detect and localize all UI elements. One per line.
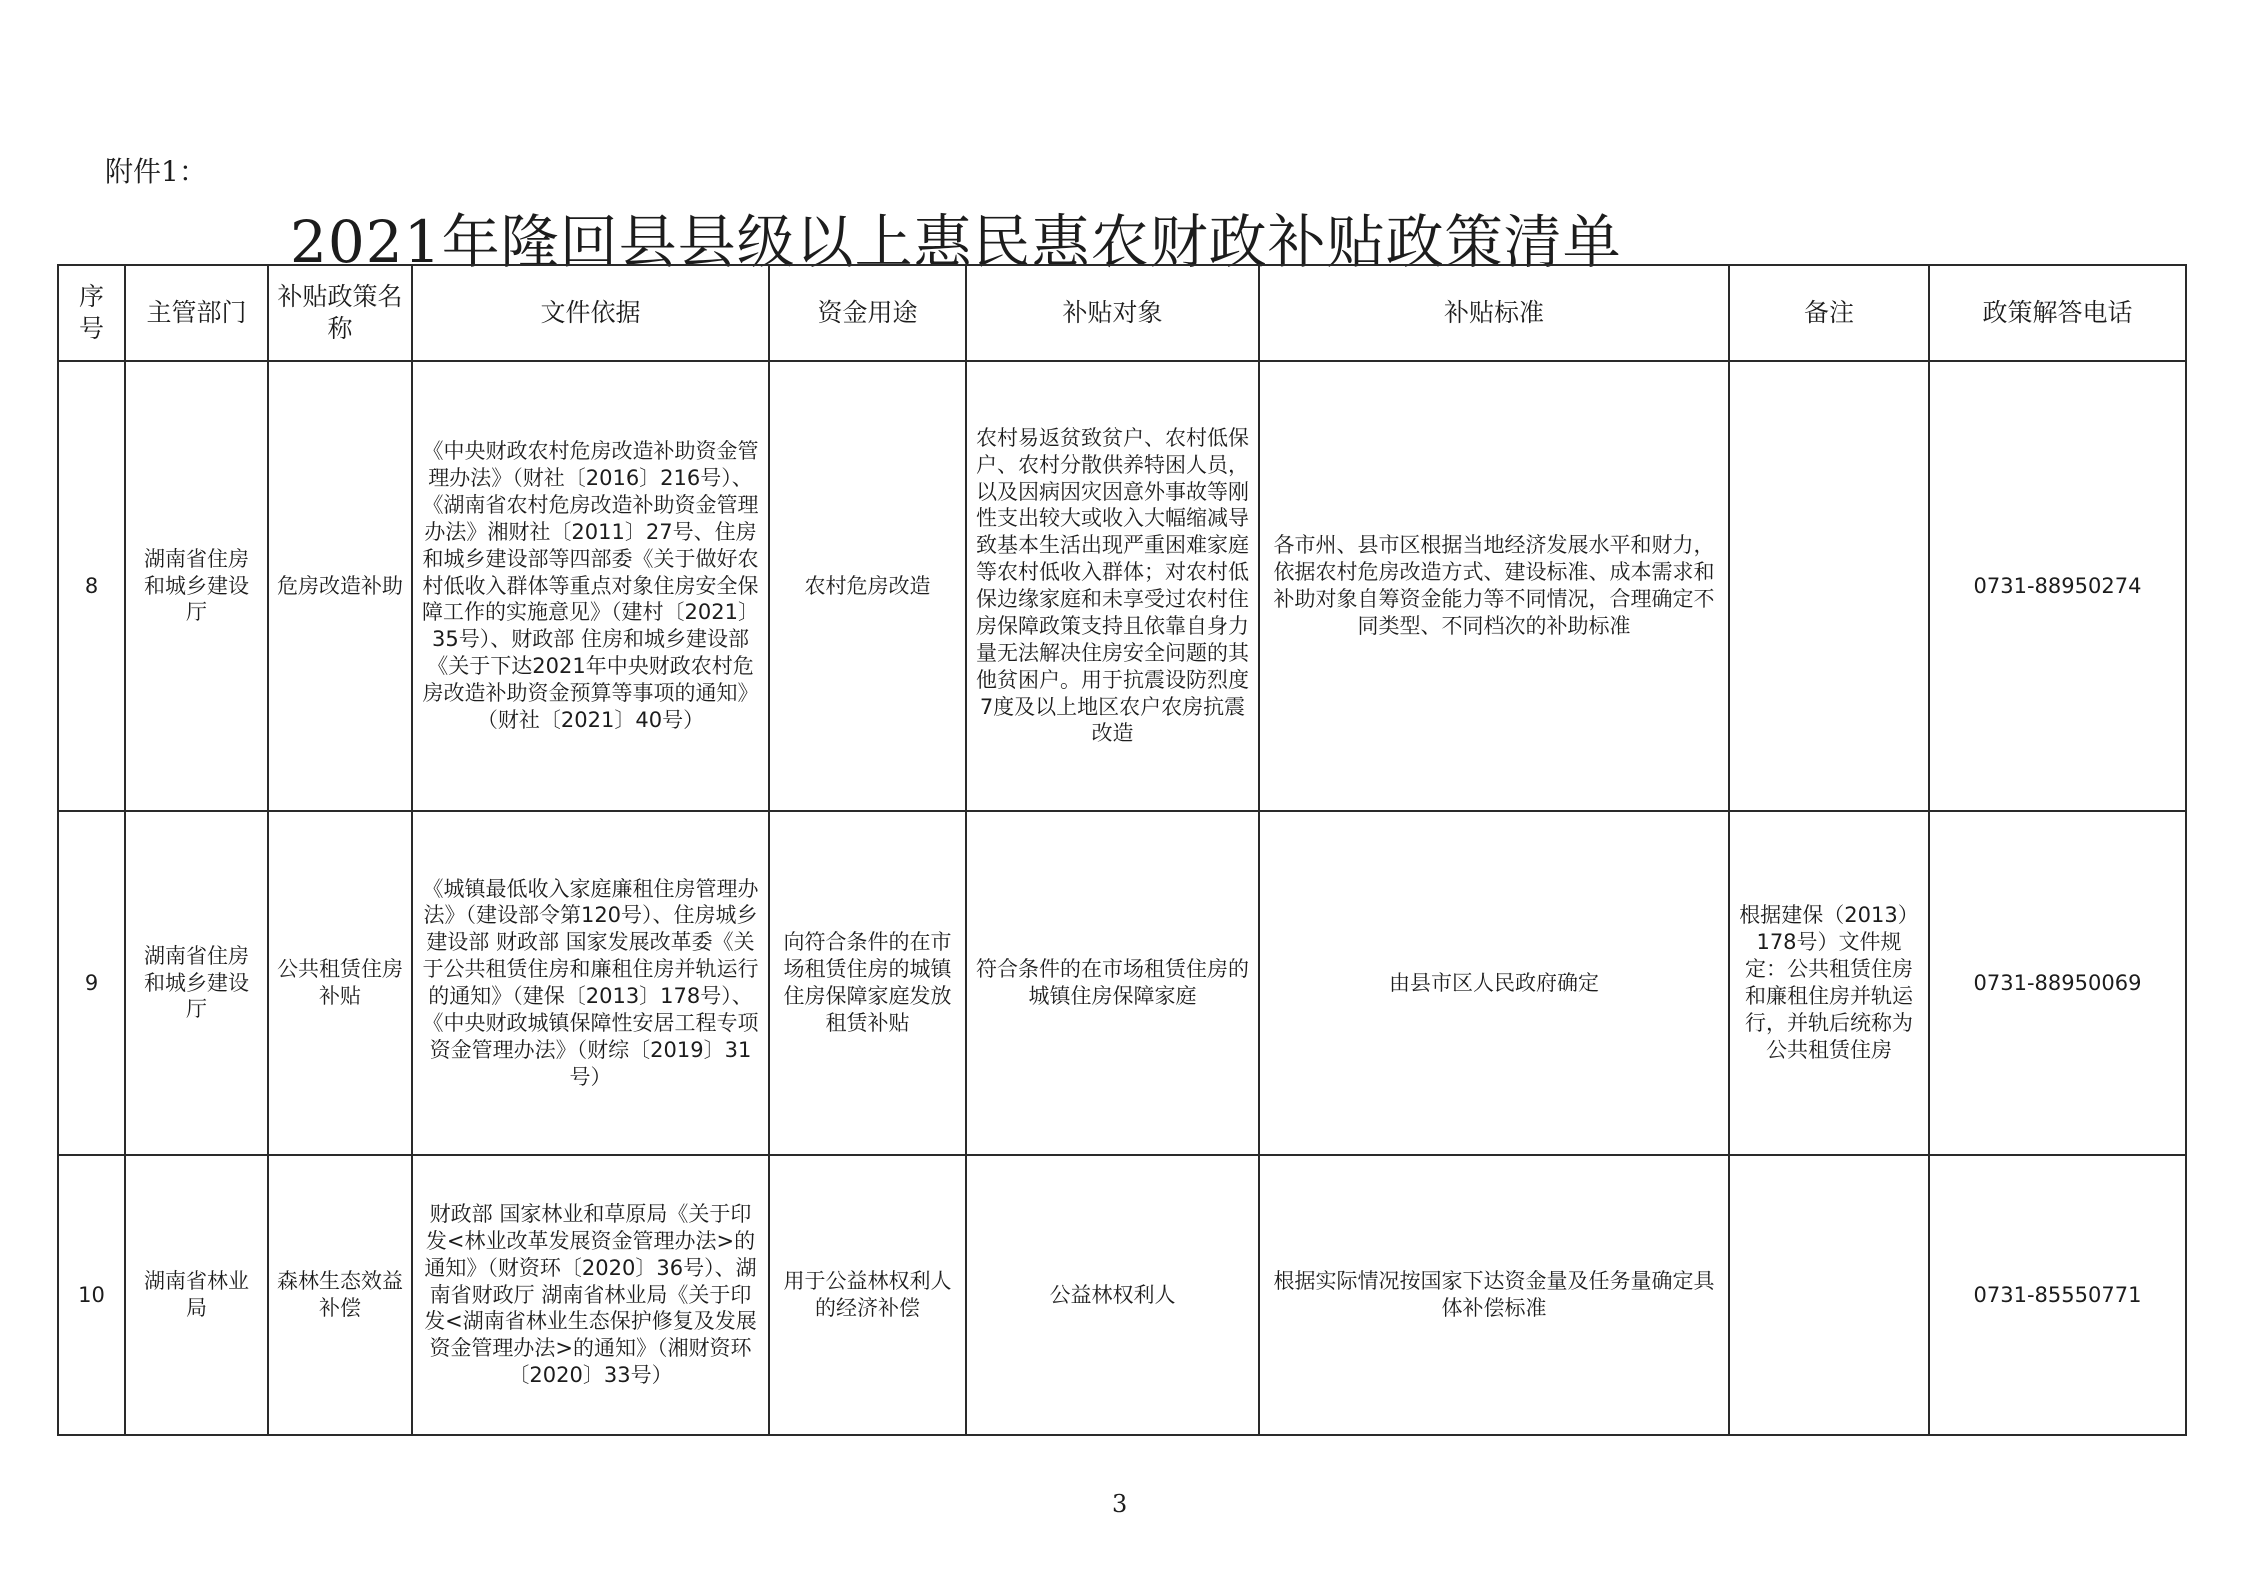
col-header-basis: 文件依据 (412, 265, 769, 361)
cell-note (1729, 1155, 1929, 1435)
col-header-note: 备注 (1729, 265, 1929, 361)
cell-no: 8 (58, 361, 125, 811)
cell-standard: 各市州、县市区根据当地经济发展水平和财力，依据农村危房改造方式、建设标准、成本需求和补助对象自筹资金能力等不同情况，合理确定不同类型、不同档次的补助标准 (1259, 361, 1729, 811)
cell-policy: 公共租赁住房补贴 (268, 811, 412, 1155)
cell-no: 10 (58, 1155, 125, 1435)
table-row (58, 1155, 2186, 1435)
cell-standard: 由县市区人民政府确定 (1259, 811, 1729, 1155)
cell-basis: 《中央财政农村危房改造补助资金管理办法》（财社〔2016〕216号）、《湖南省农村危房改造补助资金管理办法》湘财社〔2011〕27号、住房和城乡建设部等四部委《关于做好农村低收入群体等重点对象住房安全保障工作的实施意见》（建村〔2021〕35号）、财政部 住房和城乡建设部《关于下达2021年中央财政农村危房改造补助资金预算等事项的通知》（财社〔2021〕40号） (412, 361, 769, 811)
cell-dept: 湖南省住房和城乡建设厅 (125, 361, 268, 811)
cell-phone: 0731-85550771 (1929, 1155, 2186, 1435)
cell-target: 符合条件的在市场租赁住房的城镇住房保障家庭 (966, 811, 1259, 1155)
cell-dept: 湖南省住房和城乡建设厅 (125, 811, 268, 1155)
cell-dept: 湖南省林业局 (125, 1155, 268, 1435)
cell-no: 9 (58, 811, 125, 1155)
cell-note: 根据建保（2013）178号）文件规定：公共租赁住房和廉租住房并轨运行，并轨后统称为公共租赁住房 (1729, 811, 1929, 1155)
cell-phone: 0731-88950274 (1929, 361, 2186, 811)
cell-note (1729, 361, 1929, 811)
col-header-phone: 政策解答电话 (1929, 265, 2186, 361)
page-number: 3 (1112, 1490, 1128, 1518)
col-header-policy: 补贴政策名称 (268, 265, 412, 361)
table-row (58, 811, 2186, 1155)
cell-target: 公益林权利人 (966, 1155, 1259, 1435)
col-header-dept: 主管部门 (125, 265, 268, 361)
document-title: 2021年隆回县县级以上惠民惠农财政补贴政策清单 (290, 208, 1622, 276)
cell-use: 向符合条件的在市场租赁住房的城镇住房保障家庭发放租赁补贴 (769, 811, 966, 1155)
col-header-target: 补贴对象 (966, 265, 1259, 361)
cell-basis: 《城镇最低收入家庭廉租住房管理办法》（建设部令第120号）、住房城乡建设部 财政部 国家发展改革委《关于公共租赁住房和廉租住房并轨运行的通知》（建保〔2013〕178号）、《中央财政城镇保障性安居工程专项资金管理办法》（财综〔2019〕31号） (412, 811, 769, 1155)
cell-phone: 0731-88950069 (1929, 811, 2186, 1155)
cell-standard: 根据实际情况按国家下达资金量及任务量确定具体补偿标准 (1259, 1155, 1729, 1435)
cell-use: 用于公益林权利人的经济补偿 (769, 1155, 966, 1435)
header-row (58, 265, 2186, 361)
col-header-use: 资金用途 (769, 265, 966, 361)
cell-policy: 森林生态效益补偿 (268, 1155, 412, 1435)
cell-use: 农村危房改造 (769, 361, 966, 811)
col-header-no: 序号 (58, 265, 125, 361)
cell-target: 农村易返贫致贫户、农村低保户、农村分散供养特困人员，以及因病因灾因意外事故等刚性支出较大或收入大幅缩减导致基本生活出现严重困难家庭等农村低收入群体；对农村低保边缘家庭和未享受过农村住房保障政策支持且依靠自身力量无法解决住房安全问题的其他贫困户。用于抗震设防烈度7度及以上地区农户农房抗震改造 (966, 361, 1259, 811)
table-row (58, 361, 2186, 811)
policy-table (57, 264, 2187, 1436)
col-header-standard: 补贴标准 (1259, 265, 1729, 361)
cell-basis: 财政部 国家林业和草原局《关于印发<林业改革发展资金管理办法>的通知》（财资环〔2020〕36号）、湖南省财政厅 湖南省林业局《关于印发<湖南省林业生态保护修复及发展资金管理办法>的通知》（湘财资环〔2020〕33号） (412, 1155, 769, 1435)
attachment-label: 附件1： (105, 155, 207, 188)
cell-policy: 危房改造补助 (268, 361, 412, 811)
